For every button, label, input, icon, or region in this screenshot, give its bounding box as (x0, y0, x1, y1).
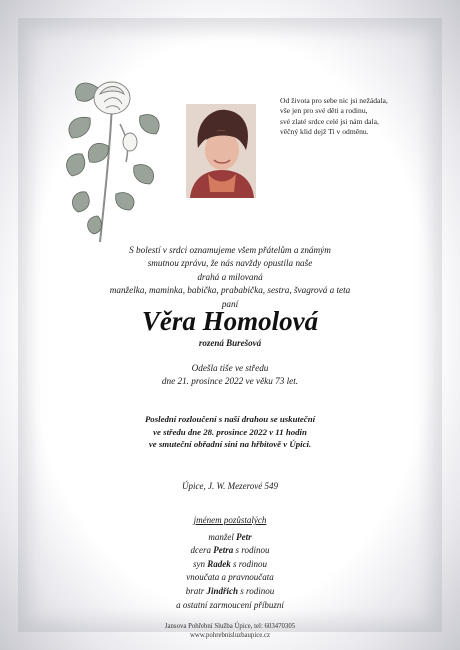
mourner-relation: manžel (208, 531, 234, 542)
mourner-relation: a ostatní zarmoucení příbuzní (176, 599, 284, 610)
mourner-name: Petr (236, 531, 252, 542)
funeral-line: ve smuteční obřadní síni na hřbitově v Úpici. (148, 439, 312, 450)
funeral-service-footer (0, 622, 460, 640)
mourner-relation: bratr (185, 585, 205, 596)
funeral-line: ve středu dne 28. prosince 2022 v 11 hodin (153, 426, 307, 437)
quote-line: Od života pro sebe nic jsi nežádala, (280, 96, 388, 105)
announcement-line: smutnou zprávu, že nás navždy opustila naše (147, 258, 313, 269)
mourner-name: Jindřich (206, 585, 239, 596)
memorial-quote (280, 96, 430, 137)
mourner-row (0, 571, 460, 585)
quote-line: své zlaté srdce celé jsi nám dala, (280, 116, 379, 126)
mourner-suffix: s rodinou (240, 585, 275, 596)
quote-line: vše jen pro své děti a rodinu, (280, 106, 368, 116)
announcement-line: drahá a milovaná (197, 271, 263, 282)
quote-line: věčný klid dejž Ti v odměnu. (280, 126, 369, 136)
announcement-line: manželka, maminka, babička, prababička, sestra, švagrová a teta (109, 285, 351, 296)
mourner-row (0, 585, 460, 599)
death-line: dne 21. prosince 2022 ve věku 73 let. (161, 375, 299, 386)
portrait-photo (186, 104, 256, 198)
mourner-relation: vnoučata a pravnoučata (186, 572, 274, 583)
mourner-relation: dcera (190, 545, 212, 556)
portrait-image (186, 104, 256, 198)
announcement-line: S bolestí v srdci oznamujeme všem přátelům a známým (129, 245, 331, 255)
rose-illustration (60, 66, 170, 246)
mourner-row (0, 531, 460, 545)
announcement-line: paní (221, 298, 239, 309)
family-address: Úpice, J. W. Mezerové 549 (181, 481, 279, 491)
mourner-name: Petra (213, 545, 234, 556)
funeral-details (0, 413, 460, 451)
mourner-relation: syn (193, 558, 206, 569)
mourner-row (0, 544, 460, 558)
footer-website: www.pohrebnisluzbaupice.cz (190, 632, 270, 640)
mourner-suffix: s rodinou (233, 558, 267, 569)
mourners-heading: jménem pozůstalých (193, 515, 267, 525)
announcement-text (0, 244, 460, 311)
mourners-list (0, 514, 460, 612)
funeral-line: Poslední rozloučení s naší drahou se uskuteční (144, 414, 316, 424)
footer-company: Jansova Pohřební Služba Úpice, tel: 603470305 (164, 623, 296, 630)
mourner-suffix: s rodinou (235, 545, 270, 556)
death-notice (0, 362, 460, 387)
maiden-name: rozená Burešová (198, 338, 262, 348)
death-line: Odešla tiše ve středu (191, 363, 269, 373)
mourner-row (0, 599, 460, 613)
mourner-name: Radek (207, 558, 231, 569)
mourner-row (0, 558, 460, 572)
deceased-name: Věra Homolová (141, 306, 319, 336)
